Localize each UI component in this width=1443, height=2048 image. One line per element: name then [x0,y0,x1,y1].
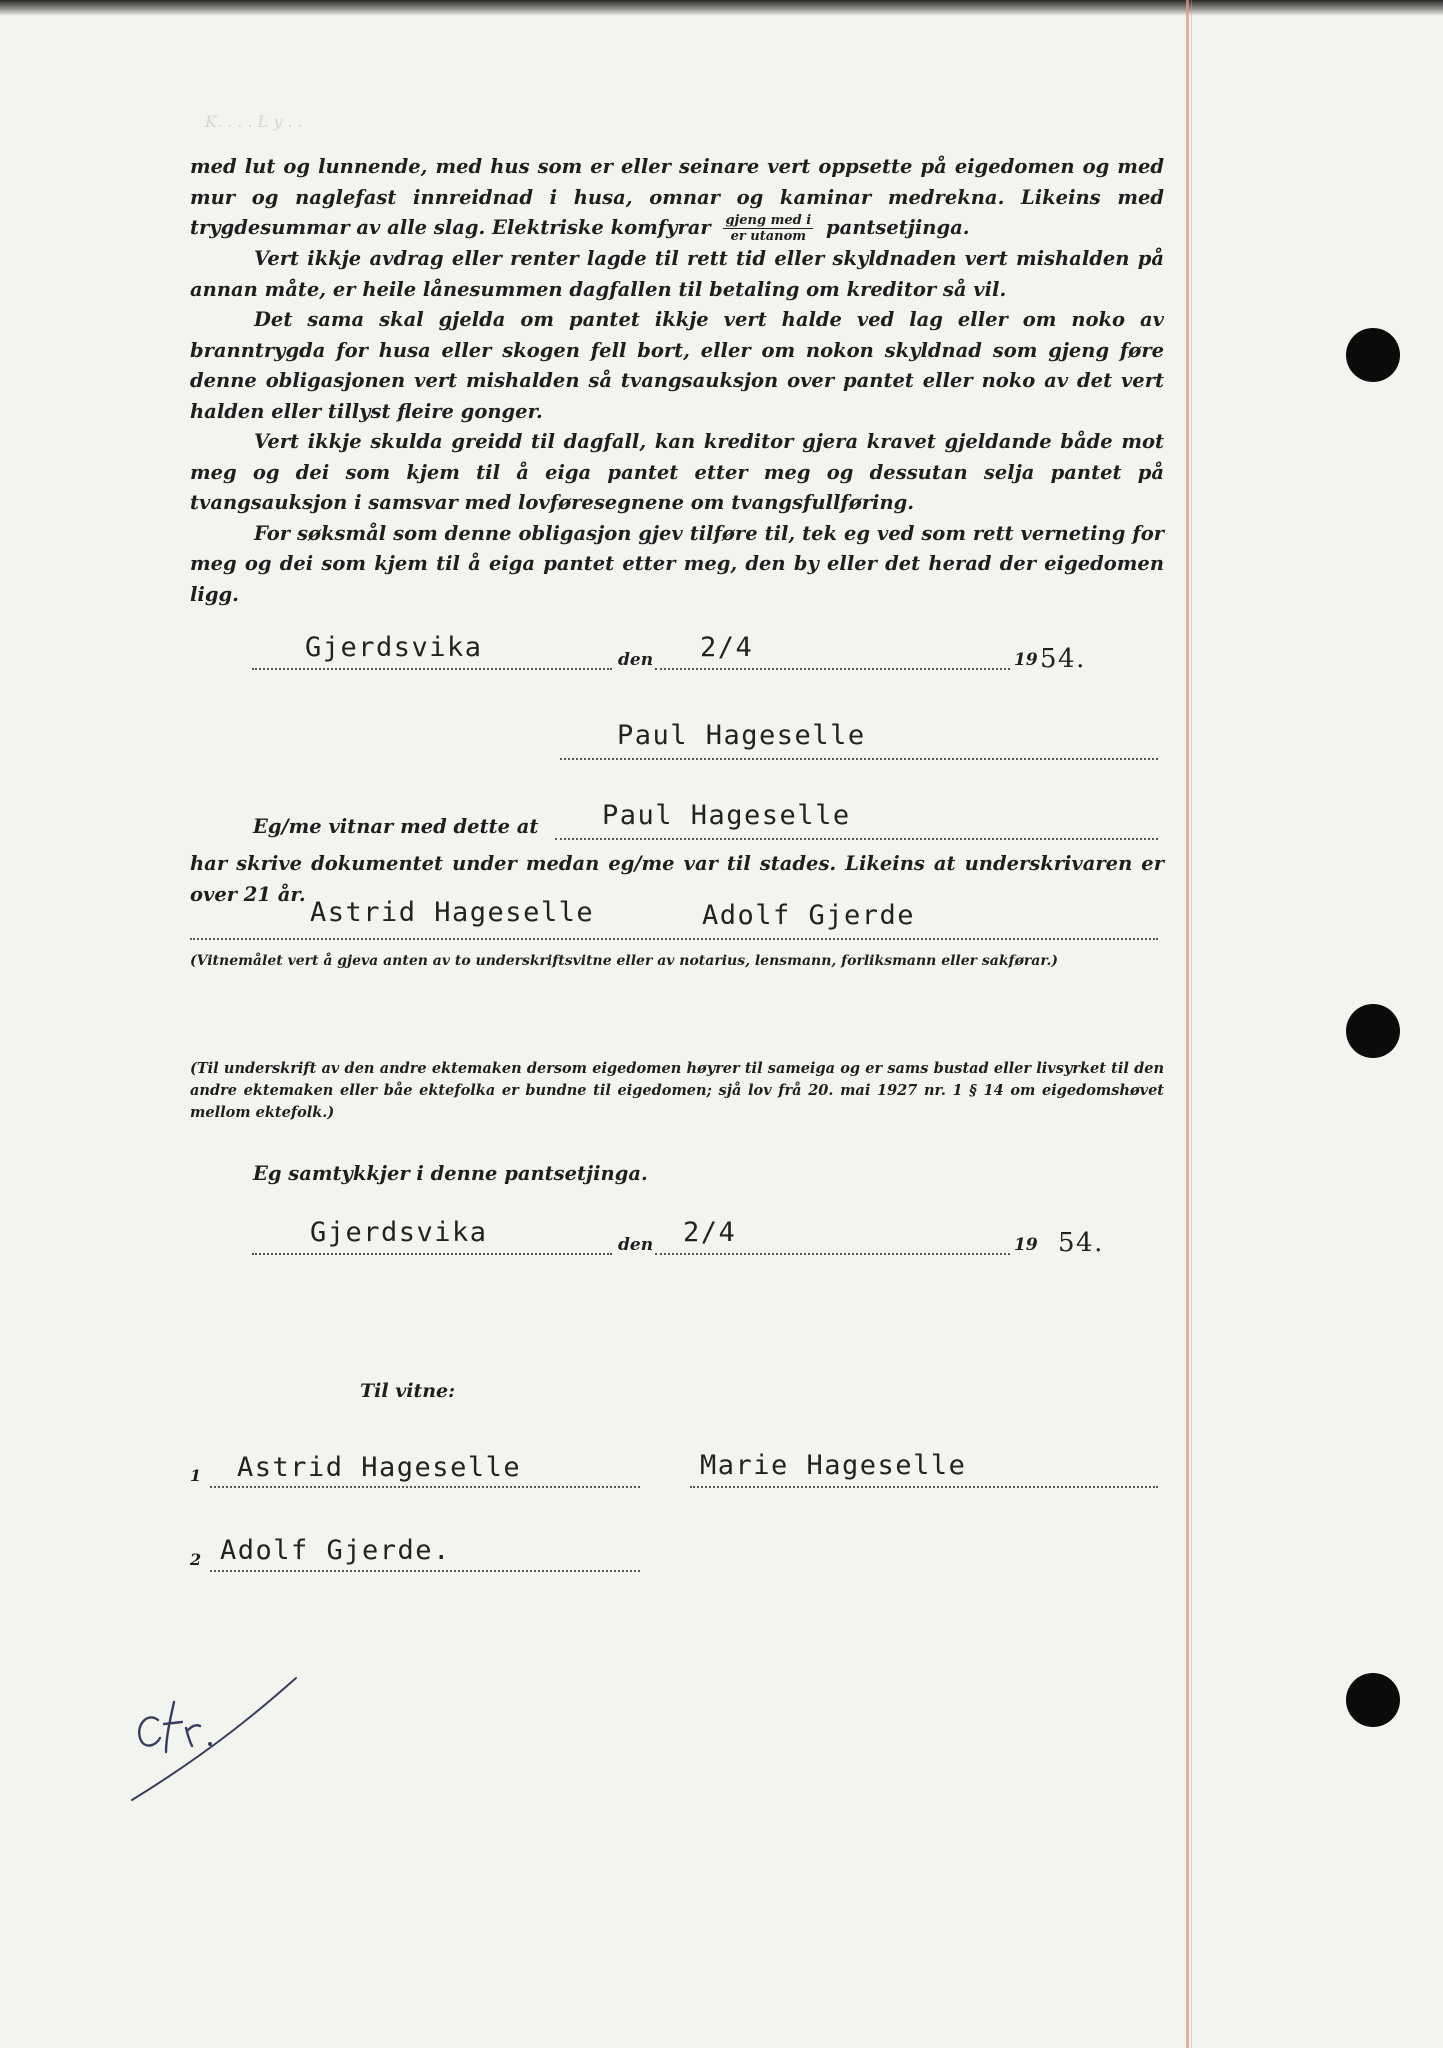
witness-row-2-left-line [210,1570,640,1572]
fraction-bottom: er utanom [730,229,807,244]
witness-dotted-line [555,838,1158,840]
margin-line-secondary [1191,0,1192,2048]
year-prefix-2: 19 [1014,1235,1038,1255]
witness-2-left-signature: Adolf Gjerde. [220,1535,451,1566]
mortgagor-signature: Paul Hageselle [617,720,866,751]
date-dotted-line-1 [655,668,1010,670]
punch-hole-bottom [1346,1673,1400,1727]
fraction-top: gjeng med i [725,213,812,228]
den-label-1: den [618,650,654,670]
date-value-2: 2/4 [683,1217,737,1248]
date-place-1: Gjerdsvika [305,632,483,663]
til-vitne-label: Til vitne: [360,1380,456,1402]
paragraph-1-text: med lut og lunnende, med hus som er eller seinare vert oppsette på eigedomen og med mur og naglefast innreidnad i husa, omnar og kaminar medrekna. Likeins med trygdesummar av alle slag. Elektriske komfyrar [190,155,1164,239]
punch-hole-top [1346,328,1400,382]
witness-a-signature: Astrid Hageselle [310,897,595,928]
spouse-note: (Til underskrift av den andre ektemaken dersom eigedomen høyrer til sameiga og er sams bustad eller livsyrket til den andre ektemaken eller båe ektefolka er bundne til eigedomen; sjå lov frå 20. mai 1927 nr. 1 § 14 om eigedomshøvet mellom ektefolk.) [190,1060,1164,1121]
paragraph-4: Vert ikkje skulda greidd til dagfall, kan kreditor gjera kravet gjeldande både mot meg og dei som kjem til å eiga pantet etter meg og dessutan selja pantet på tvangsauksjon i samsvar med lovføresegnene om tvangsfullføring. [190,430,1164,514]
date-place-2: Gjerdsvika [310,1217,488,1248]
handwritten-initials [130,1672,300,1802]
initials-svg [130,1672,300,1802]
witness-note: (Vitnemålet vert å gjeva anten av to underskriftsvitne eller av notarius, lensmann, forliksmann eller sakførar.) [190,953,1058,969]
witness-signatures-line [190,938,1158,940]
witness-row-1-left-line [210,1486,640,1488]
witnessed-signer: Paul Hageselle [602,800,851,831]
paragraph-5: For søksmål som denne obligasjon gjev tilføre til, tek eg ved som rett verneting for meg og dei som kjem til å eiga pantet etter meg, den by eller det herad der eigedomen ligg. [190,521,1164,606]
paragraph-1-end: pantsetjinga. [825,216,970,239]
witness-1-left-signature: Astrid Hageselle [237,1452,522,1483]
witness-statement: har skrive dokumentet under medan eg/me var til stades. Likeins at underskrivaren er over 21 år. [190,852,1164,906]
date-value-1: 2/4 [700,632,754,663]
paragraph-1 [190,152,1164,244]
fraction-choice [723,213,813,244]
witness-row-2-number: 2 [190,1550,202,1569]
margin-line [1186,0,1189,2048]
place-dotted-line-1 [252,668,612,670]
punch-hole-middle [1346,1004,1400,1058]
year-suffix-1: 54. [1040,644,1086,674]
witness-label: Eg/me vitnar med dette at [253,815,539,838]
den-label-2: den [618,1235,654,1255]
paragraph-2: Vert ikkje avdrag eller renter lagde til rett tid eller skyldnaden vert mishalden på annan måte, er heile lånesummen dagfallen til betaling om kreditor så vil. [190,247,1164,301]
signature-dotted-line [560,758,1158,760]
paragraph-3: Det sama skal gjelda om pantet ikkje vert halde ved lag eller om noko av branntrygda for husa eller skogen fell bort, eller om nokon skyldnad som gjeng føre denne obligasjonen vert mishalden så tvangsauksjon over pantet eller noko av det vert halden eller tillyst fleire gonger. [190,308,1164,423]
witness-row-1-number: 1 [190,1466,202,1485]
year-prefix-1: 19 [1014,650,1038,670]
consent-text: Eg samtykkjer i denne pantsetjinga. [253,1162,648,1185]
witness-1-right-signature: Marie Hageselle [700,1450,967,1481]
faint-stamp-text: K. . . . L y . . [205,112,303,131]
mortgage-terms-text [190,152,1164,610]
year-suffix-2: 54. [1058,1228,1104,1258]
scan-top-edge [0,0,1443,16]
date-dotted-line-2 [655,1253,1010,1255]
witness-b-signature: Adolf Gjerde [702,900,916,931]
witness-row-1-right-line [690,1486,1158,1488]
place-dotted-line-2 [252,1253,612,1255]
